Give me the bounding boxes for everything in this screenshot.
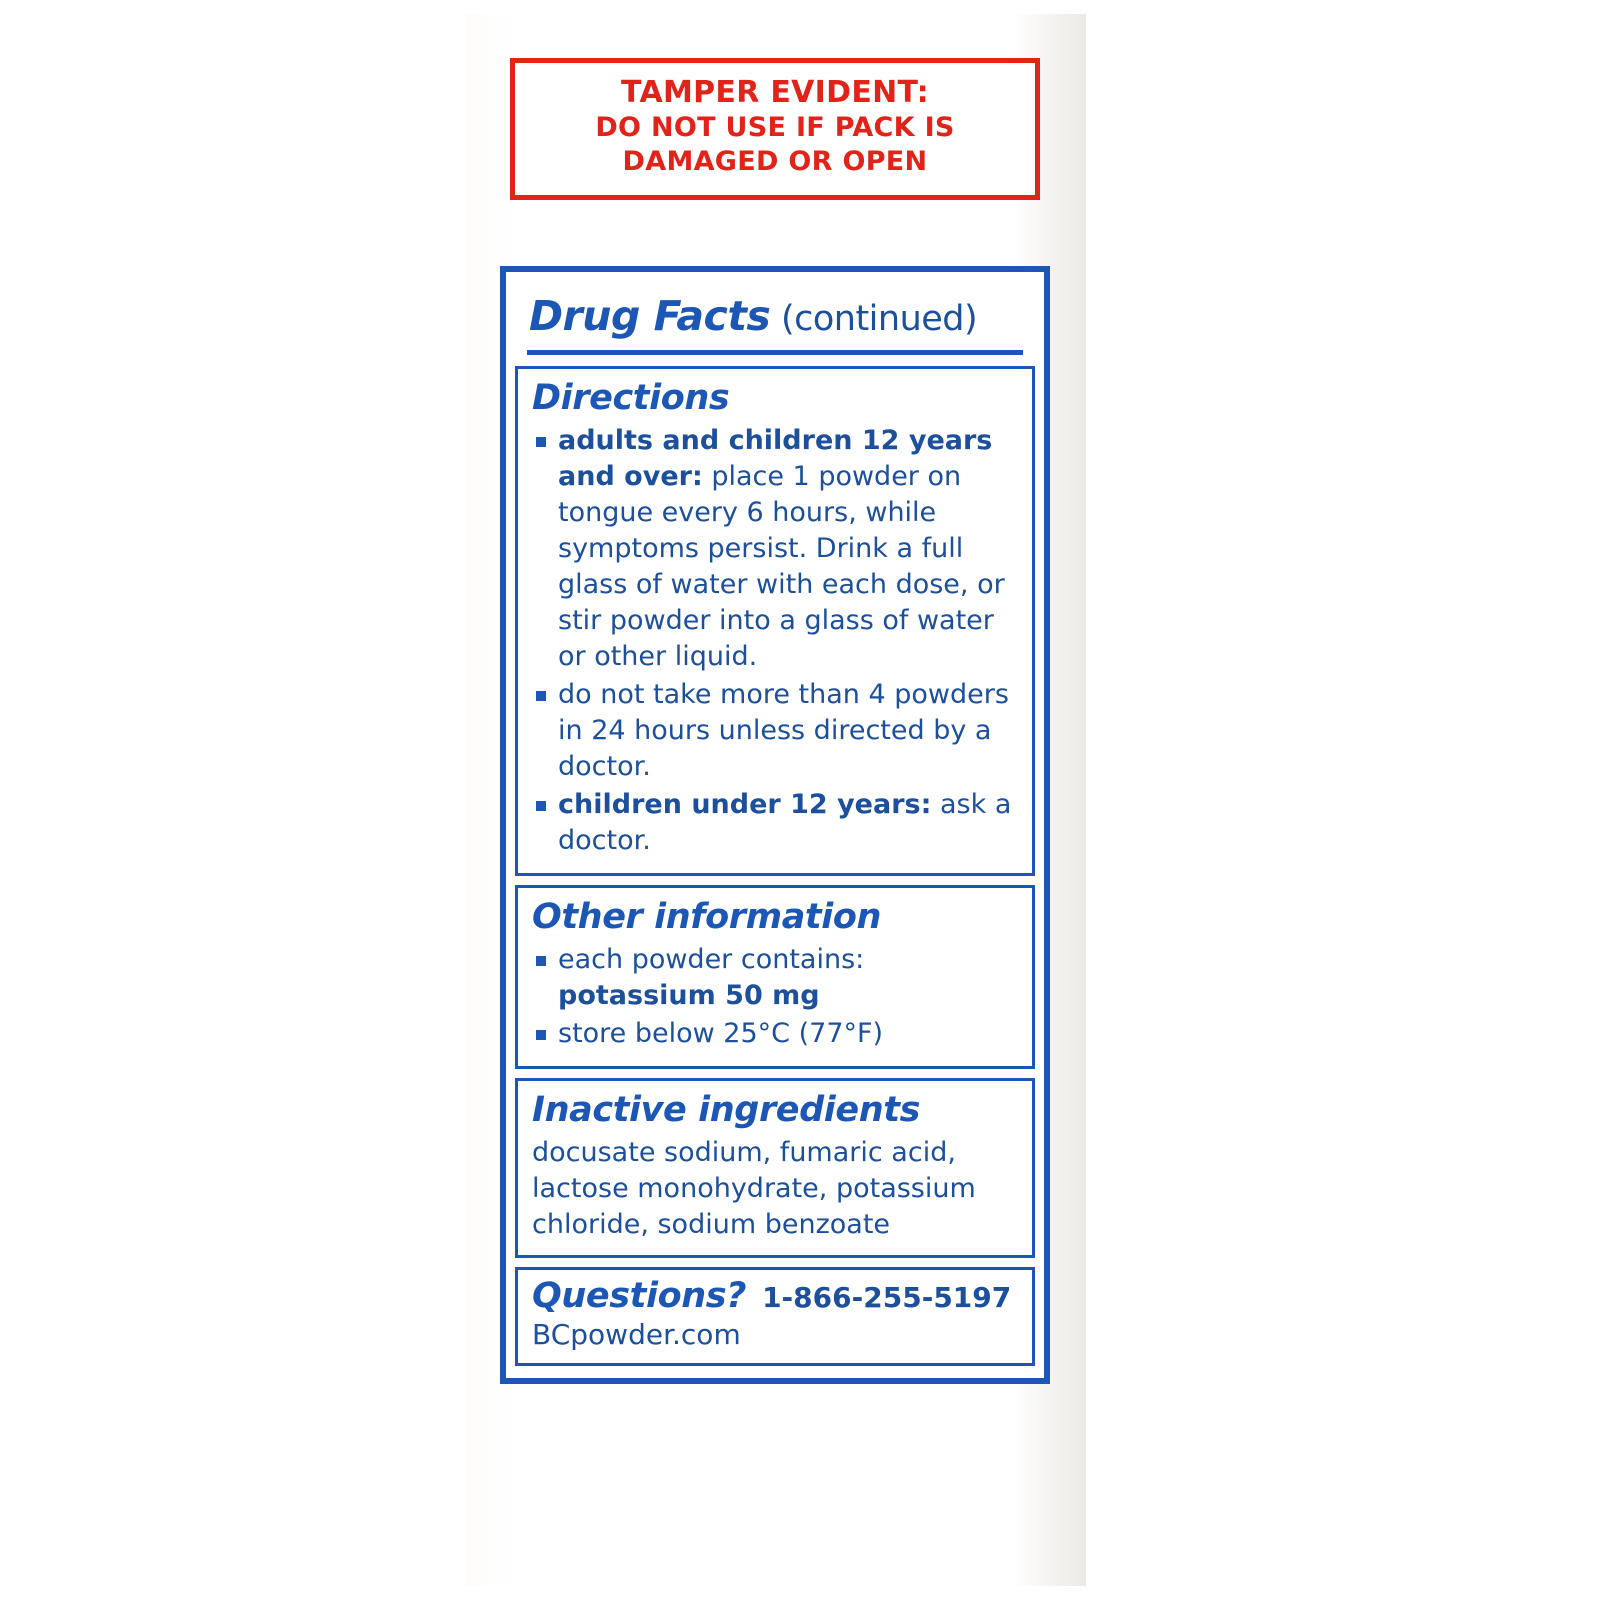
questions-row: [532, 1276, 1018, 1316]
directions-section: [515, 366, 1035, 876]
list-item: [532, 1016, 1018, 1052]
directions-item-1-text: do not take more than 4 powders in 24 hours unless directed by a doctor.: [558, 679, 1009, 782]
package-face: [466, 14, 1086, 1586]
tamper-evident-box: [510, 58, 1040, 200]
questions-website[interactable]: BCpowder.com: [532, 1318, 741, 1351]
questions-section: [515, 1267, 1035, 1366]
list-item: [532, 677, 1018, 785]
other-information-heading: Other information: [532, 897, 882, 937]
drug-facts-panel: [500, 266, 1050, 1384]
drug-facts-title: Drug Facts: [529, 292, 771, 340]
other-info-item-1-text: store below 25°C (77°F): [558, 1018, 884, 1049]
inactive-ingredients-section: [515, 1078, 1035, 1258]
other-info-item-0-bold: potassium 50 mg: [558, 980, 820, 1011]
drug-facts-continued-label: (continued): [770, 299, 978, 339]
directions-list: [532, 423, 1018, 859]
list-item: [532, 423, 1018, 675]
other-information-section: [515, 885, 1035, 1069]
directions-item-0-bold: adults and children 12 years and over:: [558, 425, 993, 492]
directions-item-2-text: ask a doctor.: [558, 789, 1012, 856]
list-item: [532, 787, 1018, 859]
questions-label: Questions?: [532, 1276, 747, 1316]
tamper-headline: TAMPER EVIDENT:: [621, 75, 929, 110]
tamper-line-2: DO NOT USE IF PACK IS: [595, 112, 955, 143]
directions-heading: Directions: [532, 378, 730, 418]
tamper-line-3: DAMAGED OR OPEN: [622, 146, 928, 177]
inactive-ingredients-heading: Inactive ingredients: [532, 1090, 921, 1130]
questions-phone[interactable]: 1-866-255-5197: [762, 1281, 1012, 1314]
directions-item-2-bold: children under 12 years:: [558, 789, 932, 820]
other-info-item-0-text: each powder contains:: [558, 944, 865, 975]
header-divider: [527, 350, 1023, 355]
list-item: [532, 942, 1018, 1014]
other-information-list: [532, 942, 1018, 1052]
inactive-ingredients-text: docusate sodium, fumaric acid, lactose monohydrate, potassium chloride, sodium benzoate: [532, 1137, 976, 1240]
drug-facts-header: [515, 282, 1035, 342]
package-panel: [466, 14, 1086, 1586]
directions-item-0-text: place 1 powder on tongue every 6 hours, while symptoms persist. Drink a full glass of water with each dose, or stir powder into a glass of water or other liquid.: [558, 461, 1005, 672]
